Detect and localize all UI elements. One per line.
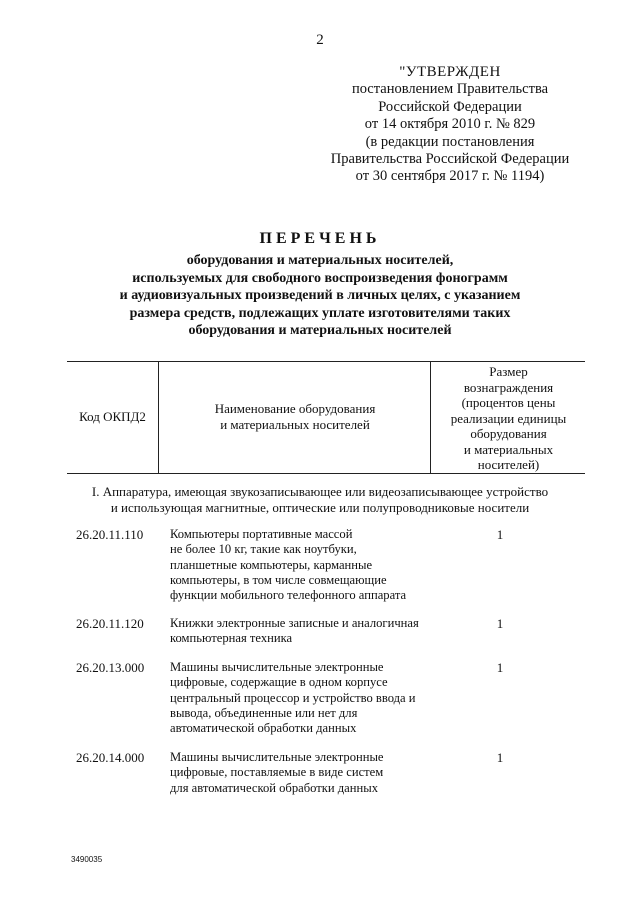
row-name <box>170 750 440 796</box>
section-heading <box>40 484 600 517</box>
header-rate-line: носителей) <box>477 457 540 472</box>
footer-document-code: 3490035 <box>71 855 103 864</box>
header-code: Код ОКПД2 <box>79 409 146 424</box>
approval-heading: "УТВЕРЖДЕН <box>399 64 501 80</box>
header-rate-line: оборудования <box>470 426 547 441</box>
table-top-border <box>67 361 585 362</box>
row-name-line: Машины вычислительные электронные <box>170 660 384 674</box>
section-line: I. Аппаратура, имеющая звукозаписывающее или видеозаписывающее устройство <box>91 484 549 499</box>
table-column-divider <box>430 361 431 473</box>
approval-line: от 30 сентября 2017 г. № 1194) <box>355 168 545 185</box>
row-code: 26.20.11.110 <box>76 527 144 542</box>
table-header-bottom-border <box>67 473 585 474</box>
row-name-line: центральный процессор и устройство ввода и <box>170 690 416 705</box>
header-rate-line: Размер <box>489 364 528 379</box>
subtitle-line: оборудования и материальных носителей, <box>186 253 454 268</box>
row-name-line: Компьютеры портативные массой <box>170 527 353 541</box>
approval-line: Правительства Российской Федерации <box>330 151 570 168</box>
row-name-line: функции мобильного телефонного аппарата <box>170 588 407 603</box>
row-rate: 1 <box>496 527 504 542</box>
subtitle-line: оборудования и материальных носителей <box>188 323 452 339</box>
header-rate-line: реализации единицы <box>450 410 567 426</box>
header-name-line: Наименование оборудования <box>214 401 376 416</box>
header-rate <box>432 364 585 473</box>
row-name-line: вывода, объединенные или нет для <box>170 705 358 720</box>
document-title: ПЕРЕЧЕНЬ <box>259 230 381 247</box>
row-name-line: компьютеры, в том числе совмещающие <box>170 572 387 587</box>
row-name-line: Машины вычислительные электронные <box>170 750 384 764</box>
row-rate: 1 <box>496 660 504 675</box>
section-line: и использующая магнитные, оптические или полупроводниковые носители <box>110 500 530 516</box>
approval-line: Российской Федерации <box>378 98 522 115</box>
header-name-line: и материальных носителей <box>220 416 370 432</box>
page-number: 2 <box>316 32 324 48</box>
row-name-line: планшетные компьютеры, карманные <box>170 557 373 572</box>
row-name <box>170 527 440 603</box>
subtitle-line: и аудиовизуальных произведений в личных целях, с указанием <box>119 288 521 304</box>
table-column-divider <box>158 361 159 473</box>
header-rate-line: (процентов цены <box>461 395 556 410</box>
row-name-line: цифровые, содержащие в одном корпусе <box>170 675 388 690</box>
row-code: 26.20.13.000 <box>76 660 145 675</box>
approval-line: от 14 октября 2010 г. № 829 <box>364 116 536 133</box>
row-code: 26.20.14.000 <box>76 750 145 765</box>
row-name-line: для автоматической обработки данных <box>170 780 379 795</box>
subtitle-line: используемых для свободного воспроизведения фонограмм <box>132 270 508 286</box>
row-name <box>170 616 440 647</box>
approval-line: (в редакции постановления <box>365 133 535 150</box>
header-rate-line: и материальных <box>463 441 554 457</box>
approval-line: постановлением Правительства <box>351 81 549 98</box>
subtitle-line: размера средств, подлежащих уплате изготовителями таких <box>129 305 511 321</box>
header-rate-line: вознаграждения <box>463 379 554 395</box>
header-name <box>160 401 430 432</box>
row-name-line: автоматической обработки данных <box>170 721 357 736</box>
row-rate: 1 <box>496 750 504 765</box>
row-name-line: цифровые, поставляемые в виде систем <box>170 765 384 780</box>
document-subtitle <box>40 252 600 340</box>
row-code: 26.20.11.120 <box>76 616 144 631</box>
approval-block <box>300 64 600 186</box>
row-name-line: компьютерная техника <box>170 631 293 646</box>
row-name-line: не более 10 кг, такие как ноутбуки, <box>170 542 357 557</box>
row-rate: 1 <box>496 616 504 631</box>
row-name-line: Книжки электронные записные и аналогичная <box>170 616 419 630</box>
row-name <box>170 660 440 736</box>
